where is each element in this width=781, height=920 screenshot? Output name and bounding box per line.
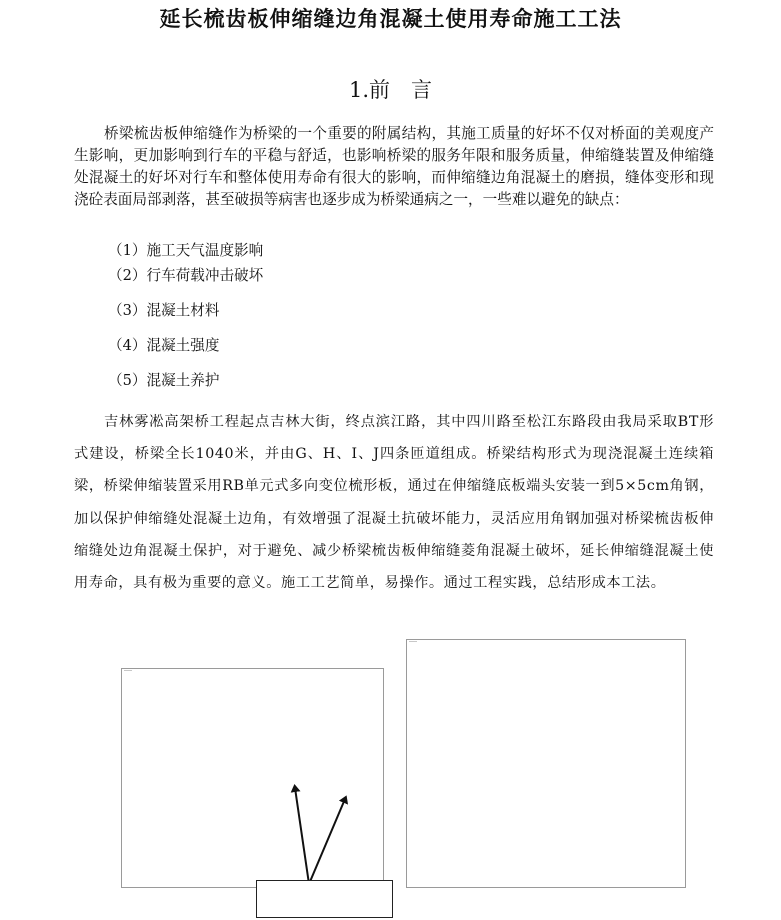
defect-item: （5）混凝土养护: [108, 372, 220, 389]
intro-paragraph: 桥梁梳齿板伸缩缝作为桥梁的一个重要的附属结构，其施工质量的好坏不仅对桥面的美观度产生影响，更加影响到行车的平稳与舒适，也影响桥梁的服务年限和服务质量，伸缩缝装置及伸缩缝处混凝土的好坏对行车和整体使用寿命有很大的影响，而伸缩缝边角混凝土的磨损，缝体变形和现浇砼表面局部剥落，甚至破损等病害也逐步成为桥梁通病之一，一些难以避免的缺点：: [74, 125, 714, 208]
arrow-right-up: [309, 799, 345, 884]
base-block: [256, 880, 393, 918]
defect-item: （1）施工天气温度影响: [108, 242, 264, 259]
defect-item: （3）混凝土材料: [108, 302, 220, 319]
figure-right: [406, 639, 686, 888]
section-heading: 1.前 言: [348, 78, 433, 102]
figure-mark: [409, 641, 417, 644]
arrow-left-up: [295, 788, 309, 884]
defect-item: （4）混凝土强度: [108, 337, 220, 354]
document-title: 延长梳齿板伸缩缝边角混凝土使用寿命施工工法: [159, 6, 622, 31]
project-paragraph: 吉林雾凇高架桥工程起点吉林大街，终点滨江路，其中四川路至松江东路段由我局采取BT形式建设，桥梁全长1040米，并由G、H、I、J四条匝道组成。桥梁结构形式为现浇混凝土连续箱梁，桥梁伸缩装置采用RB单元式多向变位梳形板，通过在伸缩缝底板端头安装一到5×5cm角钢，加以保护伸缩缝处混凝土边角，有效增强了混凝土抗破坏能力，灵活应用角钢加强对桥梁梳齿板伸缩缝处边角混凝土保护，对于避免、减少桥梁梳齿板伸缩缝菱角混凝土破坏，延长伸缩缝混凝土使用寿命，具有极为重要的意义。施工工艺简单，易操作。通过工程实践，总结形成本工法。: [74, 414, 714, 592]
defect-item: （2）行车荷载冲击破坏: [108, 267, 264, 284]
